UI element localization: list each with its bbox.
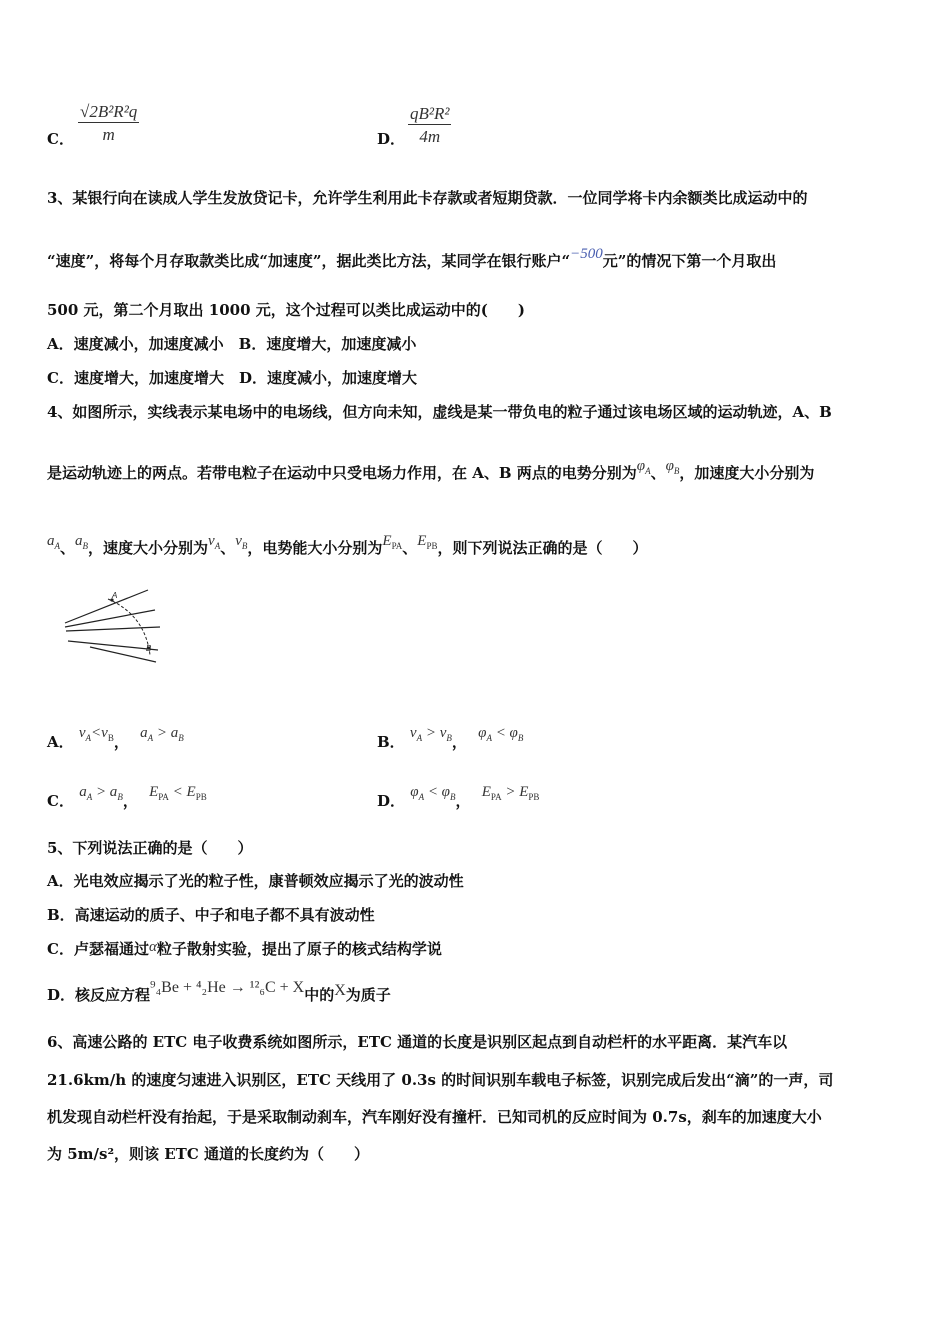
q4-option-d-label: D． bbox=[377, 792, 406, 810]
q5-alpha: α bbox=[148, 939, 157, 955]
q4-line-2-text-b: ，加速度大小分别为 bbox=[679, 464, 815, 482]
q4-option-a: A． $v_A<v_B$， $a_A > a_B$ bbox=[47, 725, 184, 751]
q4-option-b: B． $v_A > v_B$， $\varphi_A < \varphi_B$ bbox=[377, 725, 524, 751]
q4-sep: 、 bbox=[650, 464, 666, 482]
q4-option-a-comma: ， bbox=[113, 733, 129, 751]
point-b-label: B bbox=[146, 644, 152, 653]
q5-option-d-text-c: 为质子 bbox=[345, 986, 391, 1004]
q5-option-d bbox=[47, 979, 391, 1005]
q6-line-1: 6、高速公路的 ETC 电子收费系统如图所示，ETC 通道的长度是识别区起点到自动栏杆的水平距离．某汽车以 bbox=[47, 1033, 788, 1051]
q2-option-d-label: D． bbox=[377, 130, 406, 148]
q3-options-ab: A．速度减小，加速度减小 B．速度增大，加速度减小 bbox=[47, 335, 417, 353]
q5-nuclear-equation: ⁹₄Be + ⁴₂He → ¹²₆C + X bbox=[150, 979, 305, 996]
q4-line-3-text-b: ，速度大小分别为 bbox=[88, 539, 209, 557]
q2-option-c-denominator: m bbox=[102, 125, 115, 144]
q5-option-c-text-b: 粒子散射实验，提出了原子的核式结构学说 bbox=[156, 940, 442, 958]
q4-line-3-sep-1: 、 bbox=[60, 539, 76, 557]
q5-option-c-text-a: C．卢瑟福通过 bbox=[47, 940, 149, 958]
q4-option-d: D． $\varphi_A < \varphi_B$， $E_{PA} > E_{PB}$ bbox=[377, 784, 540, 810]
q2-option-c-label: C． bbox=[47, 130, 74, 148]
q4-line-3: $a_A$、$a_B$，速度大小分别为$v_A$、$v_B$，电势能大小分别为$E_{PA}$、$E_{PB}$，则下列说法正确的是（ ） bbox=[47, 533, 648, 557]
q5-option-d-text-a: D．核反应方程 bbox=[47, 986, 151, 1004]
q2-option-d-numerator: qB²R² bbox=[410, 104, 450, 123]
q4-option-b-comma: ， bbox=[451, 733, 467, 751]
q6-line-4: 为 5m/s²，则该 ETC 通道的长度约为（ ） bbox=[47, 1145, 370, 1163]
q3-line-1: 3、某银行向在读成人学生发放贷记卡，允许学生利用此卡存款或者短期贷款．一位同学将卡内余额类比成运动中的 bbox=[47, 189, 808, 207]
q5-option-a: A．光电效应揭示了光的粒子性，康普顿效应揭示了光的波动性 bbox=[47, 872, 464, 890]
q6-line-2: 21.6km/h 的速度匀速进入识别区，ETC 天线用了 0.3s 的时间识别车载电子标签，识别完成后发出“滴”的一声，司 bbox=[47, 1071, 834, 1089]
q4-line-2: 是运动轨迹上的两点。若带电粒子在运动中只受电场力作用，在 A、B 两点的电势分别为$\varphi_A$、$\varphi_B$，加速度大小分别为 bbox=[47, 458, 815, 482]
field-line-4 bbox=[68, 641, 158, 650]
q5-option-b: B．高速运动的质子、中子和电子都不具有波动性 bbox=[47, 906, 375, 924]
q3-balance-value: −500 bbox=[570, 246, 603, 262]
q5-particle-x: X bbox=[334, 982, 346, 999]
q4-option-b-label: B． bbox=[377, 733, 405, 751]
q2-option-d-formula bbox=[408, 104, 451, 147]
q6-line-3: 机发现自动栏杆没有抬起，于是采取制动刹车，汽车刚好没有撞杆．已知司机的反应时间为 0.7s，刹车的加速度大小 bbox=[47, 1108, 822, 1126]
q4-line-1: 4、如图所示，实线表示某电场中的电场线，但方向未知，虚线是某一带负电的粒子通过该电场区域的运动轨迹，A、B bbox=[47, 403, 832, 421]
q4-option-c: C． $a_A > a_B$， $E_{PA} < E_{PB}$ bbox=[47, 784, 207, 810]
q3-options-cd: C．速度增大，加速度增大 D．速度减小，加速度增大 bbox=[47, 369, 417, 387]
q4-option-c-label: C． bbox=[47, 792, 74, 810]
q4-line-3-sep-3: 、 bbox=[402, 539, 418, 557]
q3-line-2-text-b: 元”的情况下第一个月取出 bbox=[602, 252, 777, 270]
q5-option-c bbox=[47, 938, 442, 959]
q2-option-d-denominator: 4m bbox=[419, 127, 441, 146]
q3-line-3: 500 元，第二个月取出 1000 元，这个过程可以类比成运动中的( ) bbox=[47, 301, 525, 319]
field-line-1 bbox=[65, 590, 148, 623]
q3-line-2-text-a: “速度”，将每个月存取款类比成“加速度”，据此类比方法，某同学在银行账户“ bbox=[47, 252, 571, 270]
q4-option-c-comma: ， bbox=[122, 792, 138, 810]
q2-option-c-formula bbox=[78, 102, 139, 145]
field-line-2 bbox=[65, 610, 155, 627]
q4-line-2-text-a: 是运动轨迹上的两点。若带电粒子在运动中只受电场力作用，在 A、B 两点的电势分别为 bbox=[47, 464, 637, 482]
q4-line-3-sep-2: 、 bbox=[220, 539, 236, 557]
electric-field-figure bbox=[60, 585, 170, 665]
q3-line-2 bbox=[47, 246, 777, 271]
q4-line-3-text-c: ，电势能大小分别为 bbox=[247, 539, 383, 557]
field-line-3 bbox=[66, 627, 160, 631]
point-a-label: A bbox=[112, 591, 118, 600]
q4-line-3-text-d: ，则下列说法正确的是（ ） bbox=[437, 539, 648, 557]
q5-title: 5、下列说法正确的是（ ） bbox=[47, 839, 253, 857]
q4-option-a-label: A． bbox=[47, 733, 74, 751]
q5-option-d-text-b: 中的 bbox=[304, 986, 335, 1004]
q2-option-c-numerator: √2B²R²q bbox=[80, 102, 138, 121]
q4-option-d-comma: ， bbox=[455, 792, 471, 810]
